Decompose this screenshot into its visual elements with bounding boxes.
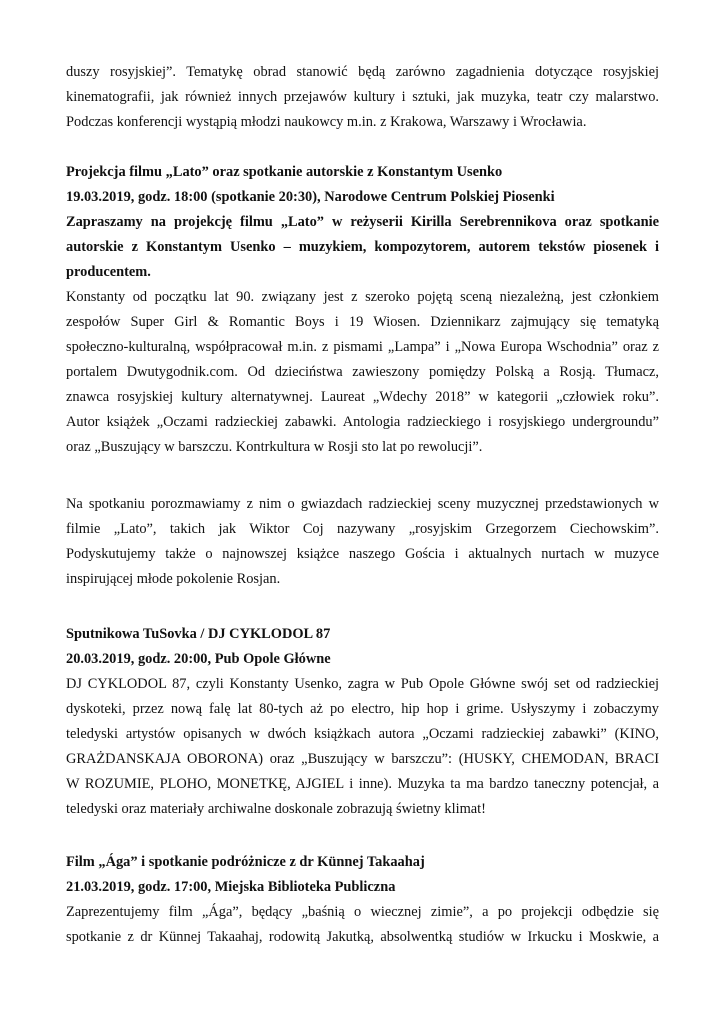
event-body-line: DJ CYKLODOL 87, czyli Konstanty Usenko, zagra w Pub Opole Główne swój set od radzieckiej (66, 676, 659, 692)
event-body-line: teledyski artystów opisanych w dwóch książkach autora „Oczami radzieckiej zabawki” (KINO, (66, 726, 659, 742)
event-body-line: spotkanie z dr Künnej Takaahaj, rodowitą Jakutką, absolwentką studiów w Irkucku i Moskwie, a (66, 929, 659, 945)
event-body-line: oraz „Buszujący w barszczu. Kontrkultura w Rosji sto lat po rewolucji”. (66, 439, 483, 455)
event-body-line: inspirującej młode pokolenie Rosjan. (66, 571, 281, 587)
event-lead-line: Zapraszamy na projekcję filmu „Lato” w reżyserii Kirilla Serebrennikova oraz spotkanie (66, 214, 659, 230)
event-body-line: Na spotkaniu porozmawiamy z nim o gwiazdach radzieckiej sceny muzycznej przedstawionych w (66, 496, 659, 512)
event-body-line: społeczno-kulturalną, współpracował m.in. z pismami „Lampa” i „Nowa Europa Wschodnia” oraz z (66, 339, 659, 355)
event-lead-line: autorskie z Konstantym Usenko – muzykiem, kompozytorem, autorem tekstów piosenek i (66, 239, 659, 255)
event-body-line: GRAŻDANSKAJA OBORONA) oraz „Buszujący w barszczu”: (HUSKY, CHEMODAN, BRACI (66, 751, 659, 767)
event-body-line: zespołów Super Girl & Romantic Boys i 19 Wiosen. Dziennikarz zajmujący się tematyką (66, 314, 659, 330)
event-lato-section (66, 160, 659, 460)
event-lead-line: producentem. (66, 264, 151, 280)
intro-paragraph (66, 60, 659, 135)
event-date-venue: 19.03.2019, godz. 18:00 (spotkanie 20:30), Narodowe Centrum Polskiej Piosenki (66, 189, 555, 205)
event-body-line: W ROZUMIE, PLOHO, MONETKĘ, AJGIEL i inne). Muzyka ta ma bardzo taneczny potencjał, a (66, 776, 659, 792)
event-body-line: Autor książek „Oczami radzieckiej zabawki. Antologia radzieckiego i rosyjskiego undergroundu” (66, 414, 659, 430)
intro-line: duszy rosyjskiej”. Tematykę obrad stanowić będą zarówno zagadnienia dotyczące rosyjskiej (66, 64, 659, 80)
event-sputnikowa-section (66, 622, 659, 822)
event-date-venue: 21.03.2019, godz. 17:00, Miejska Biblioteka Publiczna (66, 879, 396, 895)
event-title: Sputnikowa TuSovka / DJ CYKLODOL 87 (66, 626, 331, 642)
event-title: Film „Ága” i spotkanie podróżnicze z dr Künnej Takaahaj (66, 854, 425, 870)
event-body-line: Podyskutujemy także o najnowszej książce naszego Gościa i aktualnych nurtach w muzyce (66, 546, 659, 562)
event-body-line: dyskoteki, przez nową falę lat 80-tych aż po electro, hip hop i grime. Usłyszymy i zobaczymy (66, 701, 659, 717)
event-date-venue: 20.03.2019, godz. 20:00, Pub Opole Główne (66, 651, 331, 667)
event-body-line: Zaprezentujemy film „Ága”, będący „baśnią o wiecznej zimie”, a po projekcji odbędzie się (66, 904, 659, 920)
event-body-line: portalem Dwutygodnik.com. Od dzieciństwa zawieszony pomiędzy Polską a Rosją. Tłumacz, (66, 364, 659, 380)
intro-line: Podczas konferencji wystąpią młodzi naukowcy m.in. z Krakowa, Warszawy i Wrocławia. (66, 114, 587, 130)
event-body-line: Konstanty od początku lat 90. związany jest z szeroko pojętą sceną niezależną, jest członkiem (66, 289, 659, 305)
intro-line: kinematografii, jak również innych przejawów kultury i sztuki, jak muzyka, teatr czy malarstwo. (66, 89, 659, 105)
event-body-line: znawca rosyjskiej kultury alternatywnej. Laureat „Wdechy 2018” w kategorii „człowiek roku”. (66, 389, 659, 405)
event-lato-discussion (66, 492, 659, 592)
event-body-line: teledyski oraz materiały archiwalne doskonale zobrazują świetny klimat! (66, 801, 486, 817)
event-aga-section (66, 850, 659, 950)
event-body-line: filmie „Lato”, takich jak Wiktor Coj nazywany „rosyjskim Grzegorzem Ciechowskim”. (66, 521, 659, 537)
event-title: Projekcja filmu „Lato” oraz spotkanie autorskie z Konstantym Usenko (66, 164, 503, 180)
